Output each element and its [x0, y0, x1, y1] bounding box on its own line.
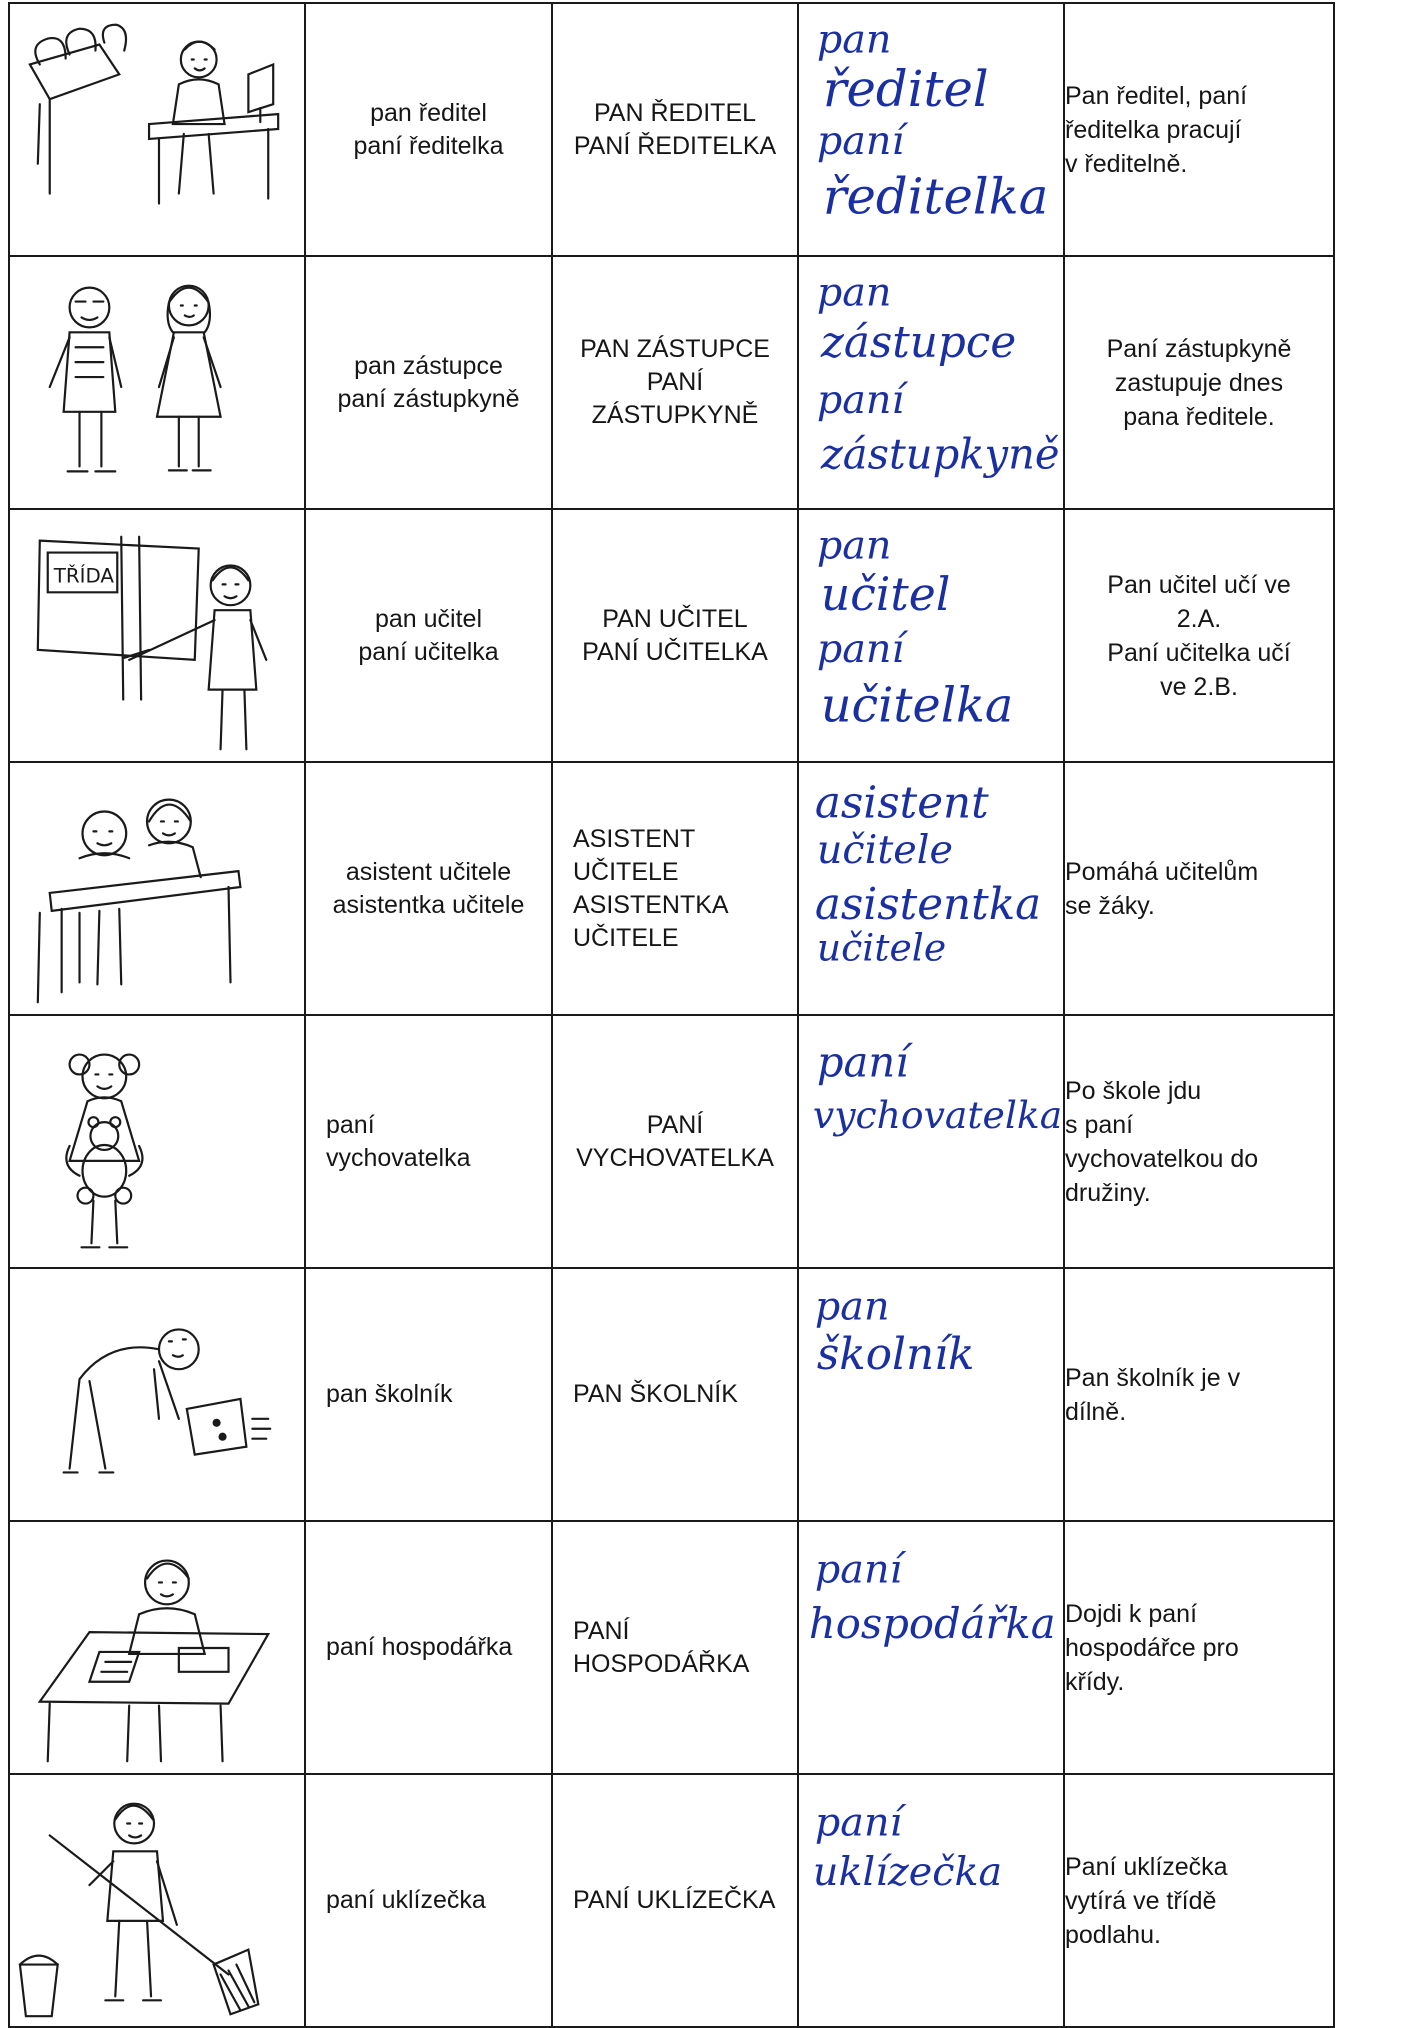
principal-at-desk-drawing-icon	[9, 3, 305, 256]
uppercase-term: PANÍ UKLÍZEČKA	[552, 1774, 798, 2027]
uppercase-term: ASISTENT UČITELE ASISTENTKA UČITELE	[552, 762, 798, 1015]
table-row	[9, 256, 1334, 509]
uppercase-term: PAN ŘEDITEL PANÍ ŘEDITELKA	[552, 3, 798, 256]
janitor-bending-drawing-icon	[9, 1268, 305, 1521]
teacher-at-board-drawing-icon	[9, 509, 305, 762]
girl-with-teddy-drawing-icon	[9, 1015, 305, 1268]
svg-text:učitele: učitele	[816, 925, 947, 970]
lowercase-term: paní uklízečka	[305, 1774, 552, 2027]
svg-text:TŘÍDA: TŘÍDA	[53, 564, 115, 588]
uppercase-term: PAN UČITEL PANÍ UČITELKA	[552, 509, 798, 762]
svg-text:ředitelka: ředitelka	[822, 167, 1049, 226]
lowercase-term: paní hospodářka	[305, 1521, 552, 1774]
svg-text:paní: paní	[816, 117, 905, 164]
lowercase-term: asistent učitele asistentka učitele	[305, 762, 552, 1015]
handwritten-term	[798, 3, 1064, 256]
svg-text:uklízečka: uklízečka	[812, 1849, 1003, 1896]
uppercase-term: PANÍ VYCHOVATELKA	[552, 1015, 798, 1268]
svg-text:pan: pan	[816, 522, 892, 569]
table-row	[9, 1268, 1334, 1521]
example-sentence: Pan učitel učí ve 2.A. Paní učitelka učí ve 2.B.	[1064, 509, 1334, 762]
example-sentence: Paní uklízečka vytírá ve třídě podlahu.	[1064, 1774, 1334, 2027]
svg-text:zástupce: zástupce	[820, 317, 1017, 369]
svg-text:paní: paní	[816, 376, 905, 423]
handwritten-term	[798, 1774, 1064, 2027]
handwritten-term	[798, 509, 1064, 762]
lowercase-term: pan ředitel paní ředitelka	[305, 3, 552, 256]
example-sentence: Paní zástupkyně zastupuje dnes pana ředitele.	[1064, 256, 1334, 509]
svg-text:učitele: učitele	[816, 827, 953, 874]
handwritten-term	[798, 1268, 1064, 1521]
svg-text:paní: paní	[814, 1546, 903, 1593]
handwritten-term	[798, 1521, 1064, 1774]
svg-text:školník: školník	[816, 1329, 975, 1381]
table-row	[9, 509, 1334, 762]
svg-text:paní: paní	[816, 625, 905, 672]
svg-text:učitelka: učitelka	[820, 678, 1014, 734]
lowercase-term: paní vychovatelka	[305, 1015, 552, 1268]
handwritten-term	[798, 256, 1064, 509]
lowercase-term: pan zástupce paní zástupkyně	[305, 256, 552, 509]
deputy-pair-drawing-icon	[9, 256, 305, 509]
assistant-with-pupil-drawing-icon	[9, 762, 305, 1015]
example-sentence: Pomáhá učitelům se žáky.	[1064, 762, 1334, 1015]
example-sentence: Pan školník je v dílně.	[1064, 1268, 1334, 1521]
table-row	[9, 1774, 1334, 2027]
handwritten-term	[798, 1015, 1064, 1268]
svg-text:asistentka: asistentka	[814, 878, 1042, 930]
vocabulary-table	[8, 2, 1335, 2028]
svg-text:pan: pan	[816, 16, 892, 63]
cleaner-with-broom-drawing-icon	[9, 1774, 305, 2027]
svg-text:pan: pan	[814, 1283, 890, 1330]
svg-text:hospodářka: hospodářka	[808, 1599, 1056, 1649]
svg-text:ředitel: ředitel	[822, 60, 989, 119]
example-sentence: Po škole jdu s paní vychovatelkou do družiny.	[1064, 1015, 1334, 1268]
svg-text:vychovatelka: vychovatelka	[812, 1093, 1063, 1138]
handwritten-term	[798, 762, 1064, 1015]
example-sentence: Dojdi k paní hospodářce pro křídy.	[1064, 1521, 1334, 1774]
svg-text:asistent: asistent	[814, 777, 989, 829]
uppercase-term: PANÍ HOSPODÁŘKA	[552, 1521, 798, 1774]
worksheet	[8, 2, 1406, 2018]
table-row	[9, 3, 1334, 256]
example-sentence: Pan ředitel, paní ředitelka pracují v ředitelně.	[1064, 3, 1334, 256]
svg-text:paní: paní	[814, 1799, 903, 1846]
bursar-at-desk-drawing-icon	[9, 1521, 305, 1774]
lowercase-term: pan učitel paní učitelka	[305, 509, 552, 762]
table-row	[9, 1015, 1334, 1268]
svg-text:pan: pan	[816, 269, 892, 316]
table-row	[9, 762, 1334, 1015]
table-row	[9, 1521, 1334, 1774]
svg-text:učitel: učitel	[820, 568, 951, 622]
svg-text:paní: paní	[816, 1037, 909, 1087]
uppercase-term: PAN ŠKOLNÍK	[552, 1268, 798, 1521]
uppercase-term: PAN ZÁSTUPCE PANÍ ZÁSTUPKYNĚ	[552, 256, 798, 509]
lowercase-term: pan školník	[305, 1268, 552, 1521]
svg-text:zástupkyně: zástupkyně	[820, 429, 1060, 479]
